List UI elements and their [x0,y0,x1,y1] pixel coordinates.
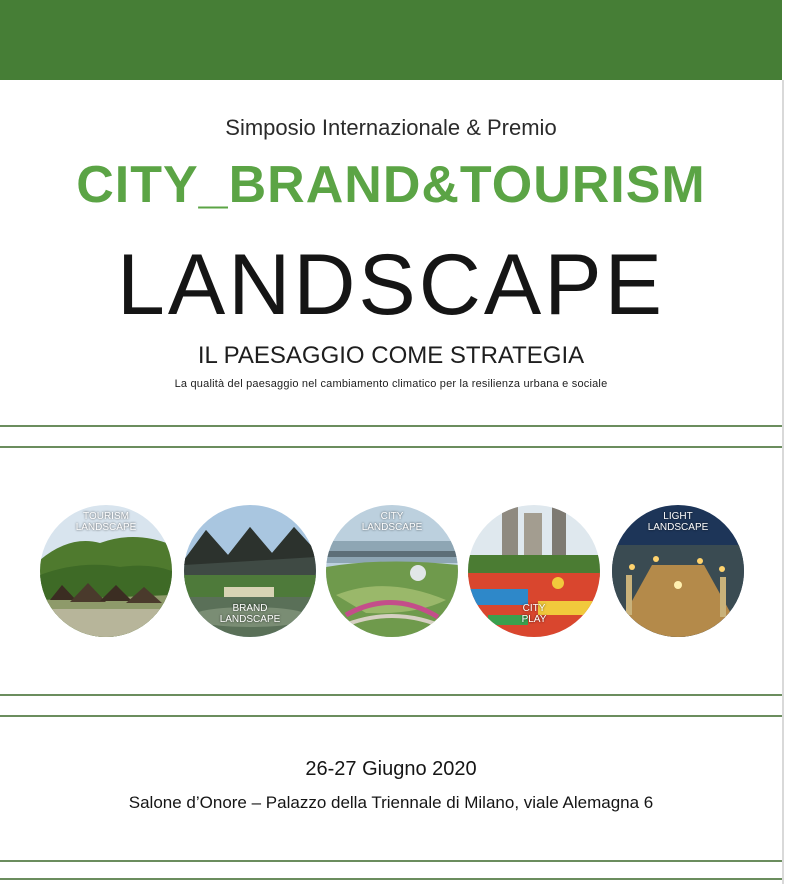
theme-label-line2: LANDSCAPE [361,522,423,533]
event-subtitle: Simposio Internazionale & Premio [225,115,557,140]
tagline: La qualità del paesaggio nel cambiamento climatico per la resilienza urbana e sociale [174,378,608,390]
event-venue: Salone d’Onore – Palazzo della Triennale di Milano, viale Alemagna 6 [128,793,654,812]
divider-line [0,860,782,862]
theme-label-line1: CITY [380,511,404,522]
main-title: LANDSCAPE [117,237,665,333]
divider-line [0,878,782,880]
theme-city-play [468,505,600,637]
strategy-heading: IL PAESAGGIO COME STRATEGIA [197,342,585,369]
theme-label-line2: PLAY [521,614,547,625]
divider-line [0,446,782,448]
theme-brand-landscape [184,505,316,637]
theme-label-line1: CITY [522,603,546,614]
theme-label-line1: LIGHT [663,511,693,522]
theme-city-landscape [326,505,458,637]
right-border-line [782,80,784,884]
theme-label-line2: LANDSCAPE [647,522,709,533]
divider-line [0,694,782,696]
theme-label-line1: BRAND [232,603,268,614]
theme-label-line1: TOURISM [83,511,129,522]
theme-label-line2: LANDSCAPE [219,614,281,625]
divider-line [0,425,782,427]
brand-heading: CITY_BRAND&TOURISM [76,156,706,214]
event-date: 26-27 Giugno 2020 [305,758,477,780]
divider-line [0,715,782,717]
theme-light-landscape [612,505,744,637]
theme-label-line2: LANDSCAPE [75,522,137,533]
top-green-bar [0,0,782,80]
theme-tourism-landscape [40,505,172,637]
